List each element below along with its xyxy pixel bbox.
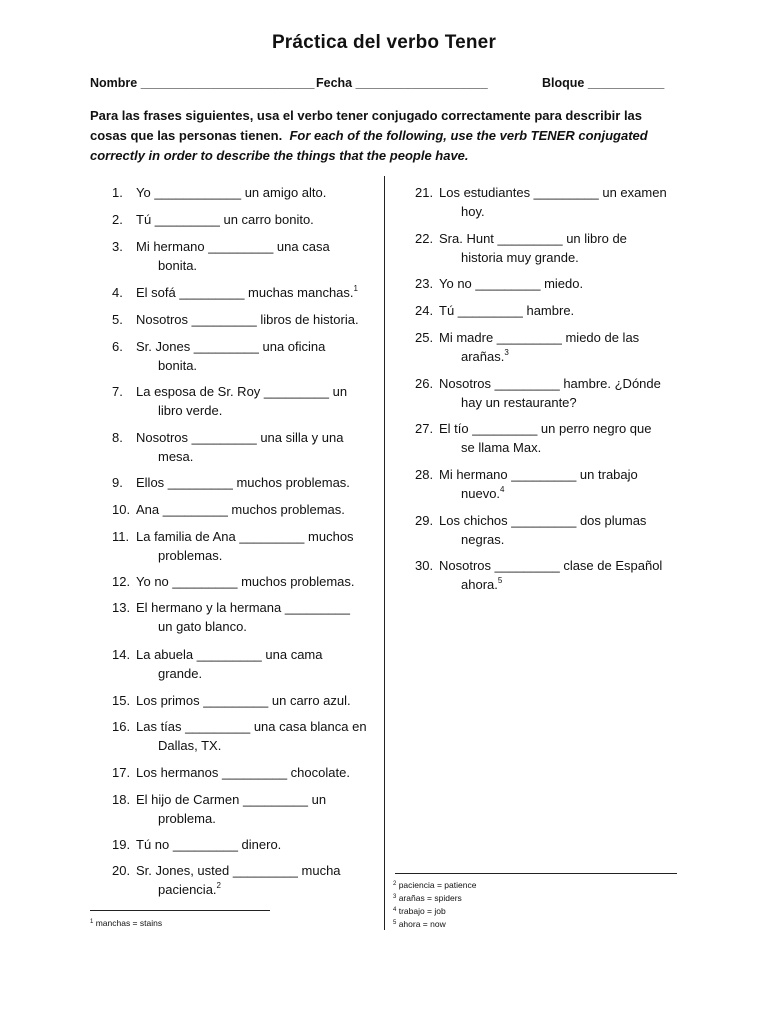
- exercise-item: [112, 527, 402, 565]
- exercise-text: El sofá _________ muchas manchas.: [136, 285, 354, 300]
- exercise-item: [112, 835, 402, 854]
- exercise-text: La abuela _________ una cama: [136, 647, 323, 662]
- exercise-number: 29.: [415, 513, 434, 528]
- exercise-number: 24.: [415, 303, 434, 318]
- exercise-text-continued: un gato blanco.: [158, 619, 247, 634]
- exercise-item: [112, 210, 402, 229]
- exercise-number: 11.: [112, 529, 130, 544]
- exercise-item: [415, 511, 709, 549]
- exercise-number: 23.: [415, 276, 434, 291]
- exercise-text: Ana _________ muchos problemas.: [136, 502, 345, 517]
- exercise-text-continued: bonita.: [158, 258, 198, 273]
- exercise-number: 12.: [112, 574, 131, 589]
- exercise-text: Yo no _________ miedo.: [439, 276, 584, 291]
- page-title: Práctica del verbo Tener: [271, 32, 497, 53]
- exercise-text-continued: hay un restaurante?: [461, 395, 577, 410]
- footnote-text: trabajo = job: [396, 906, 446, 916]
- exercise-text-continued: grande.: [158, 666, 203, 681]
- footnote: [393, 918, 476, 931]
- exercise-text-continued: problemas.: [158, 548, 223, 563]
- bloque-field[interactable]: Bloque ___________: [542, 76, 665, 90]
- exercise-number: 16.: [112, 719, 131, 734]
- exercise-item: [112, 645, 402, 683]
- exercise-text: El hijo de Carmen _________ un: [136, 792, 327, 807]
- exercise-item: [112, 183, 402, 202]
- instructions: [90, 106, 680, 166]
- exercise-item: [415, 374, 709, 412]
- exercise-number: 5.: [112, 312, 123, 327]
- exercise-text: El hermano y la hermana _________: [136, 600, 350, 615]
- exercise-text: Nosotros _________ libros de historia.: [136, 312, 359, 327]
- footnote-marker: 2: [216, 881, 221, 890]
- exercise-number: 1.: [112, 185, 123, 200]
- exercise-text: El tío _________ un perro negro que: [439, 421, 652, 436]
- exercise-number: 13.: [112, 600, 131, 615]
- exercise-item: [112, 598, 402, 636]
- exercise-item: [112, 763, 402, 782]
- exercise-item: [112, 500, 402, 519]
- fecha-field[interactable]: Fecha ___________________: [316, 76, 488, 90]
- footnote-marker: 3: [504, 348, 509, 357]
- exercise-number: 14.: [112, 647, 131, 662]
- exercise-item: [415, 328, 709, 366]
- footnote: [393, 879, 476, 892]
- exercise-number: 22.: [415, 231, 434, 246]
- exercise-item: [112, 473, 402, 492]
- footnote-number: 3: [393, 894, 397, 900]
- exercise-item: [112, 861, 402, 899]
- exercise-number: 4.: [112, 285, 123, 300]
- instructions-english: For each of the following, use the verb TENER conjugated correctly in order to describe the things that the people have.: [90, 128, 648, 163]
- exercise-text: Sr. Jones, usted _________ mucha: [136, 863, 341, 878]
- exercise-text: Los primos _________ un carro azul.: [136, 693, 351, 708]
- exercise-number: 19.: [112, 837, 131, 852]
- exercise-number: 28.: [415, 467, 434, 482]
- exercise-text: Mi hermano _________ un trabajo: [439, 467, 638, 482]
- exercise-item: [415, 465, 709, 503]
- exercise-item: [112, 382, 402, 420]
- exercise-item: [112, 310, 402, 329]
- exercise-number: 26.: [415, 376, 434, 391]
- exercise-text: La familia de Ana _________ muchos: [136, 529, 354, 544]
- exercise-item: [415, 556, 709, 594]
- footnotes-left: [90, 917, 162, 930]
- nombre-field[interactable]: Nombre _________________________: [90, 76, 315, 90]
- footnote-number: 1: [90, 919, 94, 925]
- exercise-text: Mi hermano _________ una casa: [136, 239, 330, 254]
- exercise-number: 27.: [415, 421, 434, 436]
- exercise-item: [415, 301, 709, 320]
- footnote: [393, 905, 476, 918]
- exercise-item: [112, 337, 402, 375]
- exercise-text: Tú no _________ dinero.: [136, 837, 282, 852]
- footnote-marker: 1: [353, 284, 358, 293]
- student-info-header: [90, 76, 690, 94]
- exercise-item: [112, 691, 402, 710]
- footnote-text: ahora = now: [396, 919, 446, 929]
- exercise-text: La esposa de Sr. Roy _________ un: [136, 384, 348, 399]
- exercise-text: Ellos _________ muchos problemas.: [136, 475, 350, 490]
- footnote-number: 4: [393, 907, 397, 913]
- exercise-text: Nosotros _________ clase de Español: [439, 558, 663, 573]
- exercise-text-continued: nuevo.$^4$: [461, 485, 505, 501]
- exercise-number: 15.: [112, 693, 131, 708]
- exercise-number: 25.: [415, 330, 434, 345]
- exercise-text-continued: arañas.$^3$: [461, 348, 509, 364]
- exercise-number: 21.: [415, 185, 434, 200]
- exercise-text-continued: Dallas, TX.: [158, 738, 222, 753]
- exercise-text: Tú _________ un carro bonito.: [136, 212, 314, 227]
- exercise-text-continued: historia muy grande.: [461, 250, 579, 265]
- exercise-number: 3.: [112, 239, 123, 254]
- exercise-item: [112, 790, 402, 828]
- exercise-text-continued: mesa.: [158, 449, 194, 464]
- exercise-text: Tú _________ hambre.: [439, 303, 575, 318]
- exercise-text: Nosotros _________ una silla y una: [136, 430, 344, 445]
- footnote-text: paciencia = patience: [396, 880, 477, 890]
- footnote-rule-right: [395, 873, 677, 874]
- exercise-item: [112, 283, 402, 302]
- footnote-text: manchas = stains: [93, 918, 163, 928]
- exercise-number: 7.: [112, 384, 123, 399]
- exercise-item: [112, 428, 402, 466]
- exercise-text: Los hermanos _________ chocolate.: [136, 765, 350, 780]
- instructions-spanish: Para las frases siguientes, usa el verbo tener conjugado correctamente para describir las cosas que las personas tienen.: [90, 108, 643, 143]
- exercise-item: [112, 237, 402, 275]
- footnote-marker: 5: [497, 576, 503, 585]
- exercise-item: [112, 717, 402, 755]
- footnote: [393, 892, 476, 905]
- exercise-number: 6.: [112, 339, 123, 354]
- exercise-text: Los chichos _________ dos plumas: [439, 513, 647, 528]
- exercise-text: Las tías _________ una casa blanca en: [136, 719, 367, 734]
- footnotes-right: [393, 879, 476, 931]
- exercise-number: 10.: [112, 502, 131, 517]
- exercise-text: Sra. Hunt _________ un libro de: [439, 231, 627, 246]
- footnote: [90, 917, 162, 930]
- exercise-text: Los estudiantes _________ un examen: [439, 185, 667, 200]
- exercise-item: [415, 419, 709, 457]
- exercise-text-continued: negras.: [461, 532, 505, 547]
- exercise-text: Mi madre _________ miedo de las: [439, 330, 640, 345]
- exercise-number: 8.: [112, 430, 123, 445]
- footnote-number: 5: [393, 920, 397, 926]
- exercise-text-continued: ahora.$^5$: [461, 576, 503, 592]
- footnote-text: arañas = spiders: [396, 893, 462, 903]
- exercise-text: Sr. Jones _________ una oficina: [136, 339, 326, 354]
- footnote-number: 2: [393, 881, 397, 887]
- exercise-item: [112, 572, 402, 591]
- footnote-rule-left: [90, 910, 270, 911]
- exercise-text-continued: bonita.: [158, 358, 198, 373]
- exercise-item: [415, 274, 709, 293]
- exercise-number: 9.: [112, 475, 123, 490]
- exercise-item: [415, 229, 709, 267]
- exercise-text: Yo no _________ muchos problemas.: [136, 574, 355, 589]
- exercise-text: Yo ____________ un amigo alto.: [136, 185, 327, 200]
- exercise-text-continued: libro verde.: [158, 403, 223, 418]
- exercise-number: 20.: [112, 863, 131, 878]
- exercise-text-continued: problema.: [158, 811, 216, 826]
- exercise-text-continued: se llama Max.: [461, 440, 542, 455]
- exercise-number: 18.: [112, 792, 131, 807]
- exercise-number: 17.: [112, 765, 131, 780]
- exercise-number: 2.: [112, 212, 123, 227]
- exercise-number: 30.: [415, 558, 434, 573]
- exercise-text-continued: hoy.: [461, 204, 485, 219]
- exercise-item: [415, 183, 709, 221]
- footnote-marker: 4: [500, 485, 505, 494]
- exercise-text: Nosotros _________ hambre. ¿Dónde: [439, 376, 661, 391]
- exercise-text-continued: paciencia.$^2$: [158, 881, 221, 897]
